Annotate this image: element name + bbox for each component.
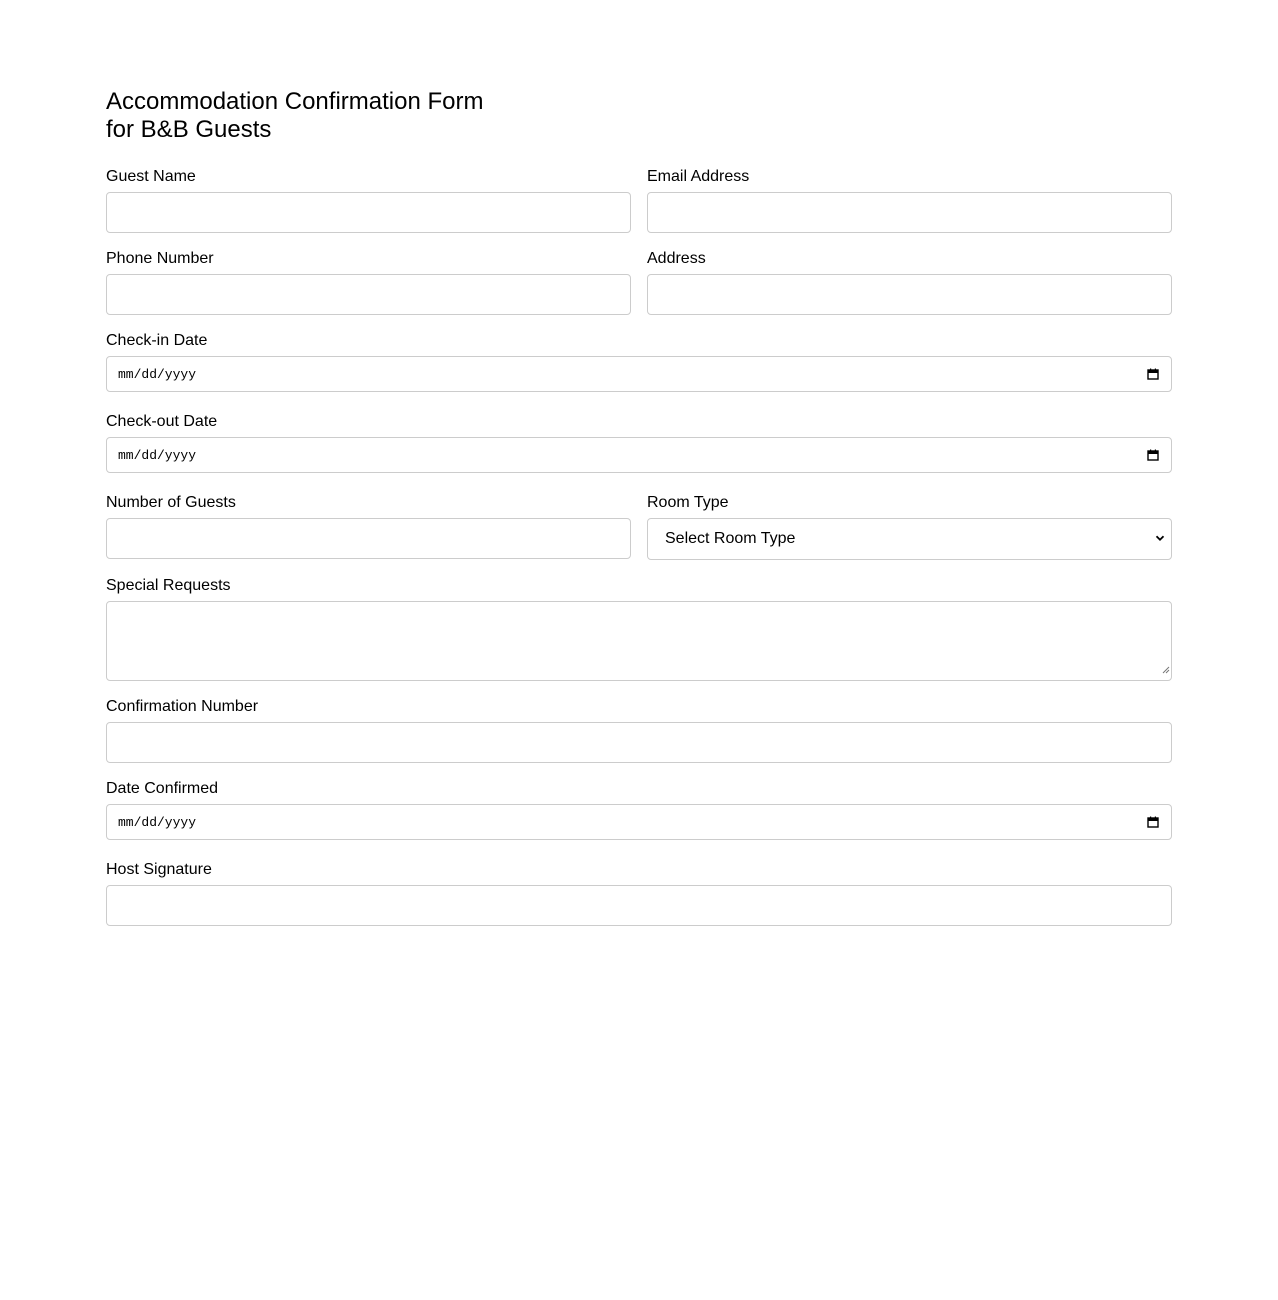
- calendar-icon[interactable]: [1147, 816, 1159, 828]
- row-guests-room: [106, 494, 1172, 577]
- room-type-label: Room Type: [647, 494, 729, 511]
- host-signature-group: [106, 861, 1172, 926]
- special-requests-group: [106, 577, 1172, 681]
- date-confirmed-placeholder: mm/dd/yyyy: [118, 814, 197, 830]
- address-input[interactable]: [647, 274, 1172, 315]
- check-in-date-input[interactable]: [106, 356, 1172, 392]
- date-confirmed-group: [106, 780, 1172, 840]
- address-label: Address: [647, 250, 706, 267]
- chevron-down-icon: [1155, 530, 1165, 548]
- check-in-date-label: Check-in Date: [106, 332, 208, 349]
- host-signature-label: Host Signature: [106, 861, 212, 878]
- phone-number-label: Phone Number: [106, 250, 214, 267]
- guest-name-label: Guest Name: [106, 168, 196, 185]
- guest-name-input[interactable]: [106, 192, 631, 233]
- date-confirmed-input[interactable]: [106, 804, 1172, 840]
- number-of-guests-label: Number of Guests: [106, 494, 236, 511]
- number-of-guests-input[interactable]: [106, 518, 631, 559]
- confirmation-form: [106, 88, 1172, 943]
- check-out-date-placeholder: mm/dd/yyyy: [118, 447, 197, 463]
- number-of-guests-group: [106, 494, 631, 560]
- check-in-date-placeholder: mm/dd/yyyy: [118, 366, 197, 382]
- calendar-icon[interactable]: [1147, 449, 1159, 461]
- address-group: [647, 250, 1172, 315]
- email-address-label: Email Address: [647, 168, 750, 185]
- confirmation-number-input[interactable]: [106, 722, 1172, 763]
- room-type-select[interactable]: [647, 518, 1172, 560]
- check-out-date-input[interactable]: [106, 437, 1172, 473]
- row-name-email: [106, 168, 1172, 250]
- guest-name-group: [106, 168, 631, 233]
- check-in-date-group: [106, 332, 1172, 392]
- date-confirmed-label: Date Confirmed: [106, 780, 219, 797]
- host-signature-input[interactable]: [106, 885, 1172, 926]
- room-type-selected-value: Select Room Type: [665, 530, 796, 547]
- check-out-date-group: [106, 413, 1172, 473]
- calendar-icon[interactable]: [1147, 368, 1159, 380]
- phone-number-group: [106, 250, 631, 315]
- row-phone-address: [106, 250, 1172, 332]
- page-title: Accommodation Confirmation Form for B&B Guests: [106, 88, 484, 143]
- email-address-input[interactable]: [647, 192, 1172, 233]
- check-out-date-label: Check-out Date: [106, 413, 218, 430]
- email-address-group: [647, 168, 1172, 233]
- confirmation-number-label: Confirmation Number: [106, 698, 259, 715]
- confirmation-number-group: [106, 698, 1172, 763]
- resize-grip-icon[interactable]: [1161, 661, 1170, 679]
- special-requests-textarea[interactable]: [106, 601, 1172, 681]
- room-type-group: [647, 494, 1172, 560]
- phone-number-input[interactable]: [106, 274, 631, 315]
- special-requests-label: Special Requests: [106, 577, 231, 594]
